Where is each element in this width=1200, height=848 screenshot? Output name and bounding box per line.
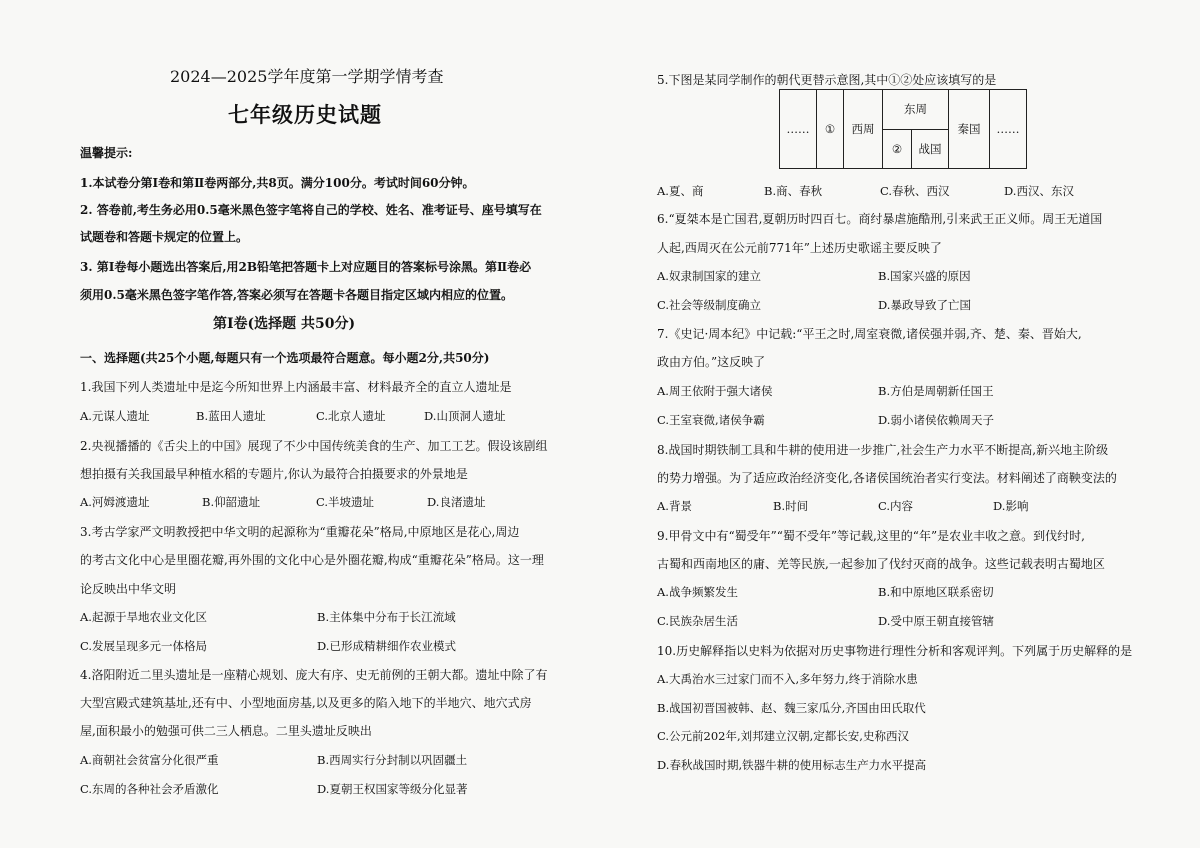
- q3-option-c: C.发展呈现多元一体格局: [80, 639, 208, 653]
- q5-option-d: D.西汉、东汉: [1004, 184, 1074, 198]
- q9-option-d: D.受中原王朝直接管辖: [878, 614, 994, 628]
- q5-option-c: C.春秋、西汉: [880, 184, 950, 198]
- q10-option-b: B.战国初晋国被韩、赵、魏三家瓜分,齐国由田氏取代: [657, 701, 926, 715]
- q3-option-a: A.起源于旱地农业文化区: [80, 610, 207, 624]
- dynasty-cell-xizhou: 西周: [844, 90, 883, 169]
- q9-stem-2: 古蜀和西南地区的庸、羌等民族,一起参加了伐纣灭商的战争。这些记载表明古蜀地区: [657, 557, 1105, 571]
- q4-option-a: A.商朝社会贫富分化很严重: [80, 753, 219, 767]
- q8-option-c: C.内容: [878, 499, 914, 513]
- q1-stem: 1.我国下列人类遗址中是迄今所知世界上内涵最丰富、材料最齐全的直立人遗址是: [80, 380, 512, 394]
- q3-stem-2: 的考古文化中心是里圈花瓣,再外围的文化中心是外圈花瓣,构成“重瓣花朵”格局。这一理: [80, 553, 544, 567]
- q7-option-d: D.弱小诸侯依赖周天子: [878, 413, 994, 427]
- dynasty-cell-1: ①: [817, 90, 844, 169]
- dynasty-cell-zhanguo: 战国: [912, 129, 949, 169]
- q1-option-b: B.蓝田人遗址: [196, 409, 266, 423]
- q10-stem: 10.历史解释指以史料为依据对历史事物进行理性分析和客观评判。下列属于历史解释的是: [657, 644, 1133, 658]
- q9-option-b: B.和中原地区联系密切: [878, 585, 994, 599]
- dynasty-cell-dongzhou: 东周: [883, 90, 949, 130]
- notice-line-1: 1.本试卷分第Ⅰ卷和第Ⅱ卷两部分,共8页。满分100分。考试时间60分钟。: [80, 176, 475, 190]
- exam-term-title: 2024—2025学年度第一学期学情考查: [170, 67, 444, 86]
- q5-option-b: B.商、春秋: [764, 184, 823, 198]
- q4-stem-2: 大型宫殿式建筑基址,还有中、小型地面房基,以及更多的陷入地下的半地穴、地穴式房: [80, 696, 532, 710]
- dynasty-cell-dots-right: ……: [990, 90, 1027, 169]
- q6-option-d: D.暴政导致了亡国: [878, 298, 971, 312]
- q2-option-d: D.良渚遗址: [427, 495, 486, 509]
- q3-stem-1: 3.考古学家严文明教授把中华文明的起源称为“重瓣花朵”格局,中原地区是花心,周边: [80, 525, 520, 539]
- q2-stem-1: 2.央视播播的《舌尖上的中国》展现了不少中国传统美食的生产、加工工艺。假设该剧组: [80, 439, 548, 453]
- q6-stem-2: 人起,西周灭在公元前771年”上述历史歌谣主要反映了: [657, 241, 942, 255]
- q8-option-a: A.背景: [657, 499, 692, 513]
- q4-option-b: B.西周实行分封制以巩固疆土: [317, 753, 468, 767]
- q10-option-d: D.春秋战国时期,铁器牛耕的使用标志生产力水平提高: [657, 758, 927, 772]
- q9-option-c: C.民族杂居生活: [657, 614, 739, 628]
- q1-option-a: A.元谋人遗址: [80, 409, 150, 423]
- q8-stem-1: 8.战国时期铁制工具和牛耕的使用进一步推广,社会生产力水平不断提高,新兴地主阶级: [657, 443, 1109, 457]
- q3-option-b: B.主体集中分布于长江流域: [317, 610, 456, 624]
- q6-option-a: A.奴隶制国家的建立: [657, 269, 761, 283]
- section-one-heading: 一、选择题(共25个小题,每题只有一个选项最符合题意。每小题2分,共50分): [80, 351, 490, 365]
- q8-stem-2: 的势力增强。为了适应政治经济变化,各诸侯国统治者实行变法。材料阐述了商鞅变法的: [657, 471, 1117, 485]
- dynasty-cell-2: ②: [883, 129, 912, 169]
- q6-option-b: B.国家兴盛的原因: [878, 269, 971, 283]
- q8-option-d: D.影响: [993, 499, 1029, 513]
- q2-option-b: B.仰韶遗址: [202, 495, 261, 509]
- q2-option-a: A.河姆渡遗址: [80, 495, 150, 509]
- q9-option-a: A.战争频繁发生: [657, 585, 738, 599]
- q3-option-d: D.已形成精耕细作农业模式: [317, 639, 456, 653]
- dynasty-cell-qin: 秦国: [949, 90, 990, 169]
- notice-line-2b: 试题卷和答题卡规定的位置上。: [80, 230, 249, 244]
- q10-option-c: C.公元前202年,刘邦建立汉朝,定都长安,史称西汉: [657, 729, 909, 743]
- q2-option-c: C.半坡遗址: [316, 495, 375, 509]
- notice-line-3a: 3. 第Ⅰ卷每小题选出答案后,用2B铅笔把答题卡上对应题目的答案标号涂黑。第Ⅱ卷必: [80, 260, 532, 274]
- notice-line-3b: 须用0.5毫米黑色签字笔作答,答案必须写在答题卡各题目指定区域内相应的位置。: [80, 288, 514, 302]
- q10-option-a: A.大禹治水三过家门而不入,多年努力,终于消除水患: [657, 672, 918, 686]
- q7-option-b: B.方伯是周朝新任国王: [878, 384, 994, 398]
- exam-subject-title: 七年级历史试题: [228, 102, 382, 127]
- q7-option-c: C.王室衰微,诸侯争霸: [657, 413, 765, 427]
- q4-stem-3: 屋,面积最小的勉强可供二三人栖息。二里头遗址反映出: [80, 724, 372, 738]
- q7-stem-2: 政由方伯。”这反映了: [657, 355, 766, 369]
- notice-line-2a: 2. 答卷前,考生务必用0.5毫米黑色签字笔将自己的学校、姓名、准考证号、座号填写在: [80, 203, 542, 217]
- q8-option-b: B.时间: [773, 499, 809, 513]
- q7-option-a: A.周王依附于强大诸侯: [657, 384, 773, 398]
- q4-stem-1: 4.洛阳附近二里头遗址是一座精心规划、庞大有序、史无前例的王朝大都。遗址中除了有: [80, 668, 548, 682]
- q4-option-c: C.东周的各种社会矛盾激化: [80, 782, 219, 796]
- q5-stem: 5.下图是某同学制作的朝代更替示意图,其中①②处应该填写的是: [657, 73, 997, 87]
- q2-stem-2: 想拍摄有关我国最早种植水稻的专题片,你认为最符合拍摄要求的外景地是: [80, 467, 468, 481]
- dynasty-diagram: [779, 89, 1027, 169]
- q1-option-c: C.北京人遗址: [316, 409, 386, 423]
- q4-option-d: D.夏朝王权国家等级分化显著: [317, 782, 468, 796]
- q5-option-a: A.夏、商: [657, 184, 704, 198]
- q7-stem-1: 7.《史记·周本纪》中记载:“平王之时,周室衰微,诸侯强并弱,齐、楚、秦、晋始大,: [657, 327, 1082, 341]
- q1-option-d: D.山顶洞人遗址: [424, 409, 506, 423]
- notice-title: 温馨提示:: [80, 146, 133, 160]
- part-one-heading: 第Ⅰ卷(选择题 共50分): [213, 316, 356, 332]
- q6-stem-1: 6.“夏桀本是亡国君,夏朝历时四百七。商纣暴虐施酷刑,引来武王正义师。周王无道国: [657, 212, 1103, 226]
- q3-stem-3: 论反映出中华文明: [80, 582, 177, 596]
- q6-option-c: C.社会等级制度确立: [657, 298, 762, 312]
- q9-stem-1: 9.甲骨文中有“蜀受年”“蜀不受年”等记载,这里的“年”是农业丰收之意。到伐纣时,: [657, 529, 1085, 543]
- dynasty-cell-dots-left: ……: [780, 90, 817, 169]
